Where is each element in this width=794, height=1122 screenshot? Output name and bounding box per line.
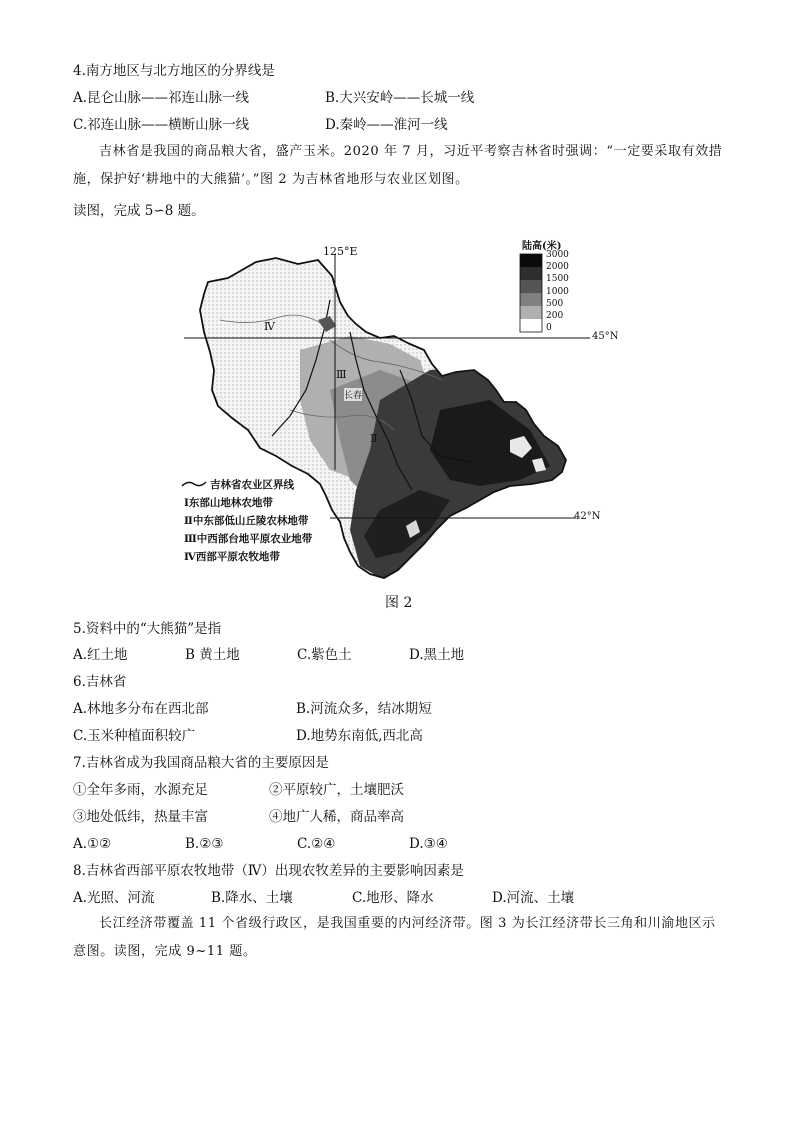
q5-stem: 5.资料中的“大熊猫”是指 (73, 621, 222, 637)
elevation-level: 500 (546, 298, 564, 309)
zone-legend (210, 476, 294, 494)
q5-option-d: D.黑土地 (409, 647, 465, 663)
elevation-legend-swatches (520, 254, 542, 332)
zone-label-iv: Ⅳ (264, 320, 275, 333)
q7-option-c: C.②④ (297, 836, 336, 852)
zone-label-iii: Ⅲ (336, 368, 347, 381)
passage-yangtze: 长江经济带覆盖 11 个省级行政区，是我国重要的内河经济带。图 3 为长江经济带长三角和川渝地区示意图。读图，完成 9~11 题。 (73, 916, 716, 959)
q4-option-a: A.昆仑山脉——祁连山脉一线 (73, 90, 250, 106)
q8-option-b: B.降水、土壤 (211, 890, 293, 906)
q8-option-a: A.光照、河流 (73, 890, 155, 906)
q4-stem: 4.南方地区与北方地区的分界线是 (73, 63, 275, 79)
q5-option-a: A.红土地 (73, 647, 128, 663)
elevation-legend-title: 陆高(米) (522, 241, 562, 252)
figure-caption: 图 2 (385, 595, 413, 611)
q8-option-d: D.河流、土壤 (492, 890, 575, 906)
zone-legend-item: 吉林省农业区界线 (210, 479, 294, 491)
q4-option-d: D.秦岭——淮河一线 (325, 117, 448, 133)
q5-option-c: C.紫色土 (297, 647, 352, 663)
zone-legend-item: Ⅲ中西部台地平原农业地带 (184, 533, 313, 545)
q7-statement-1: ①全年多雨，水源充足 (73, 782, 208, 798)
elevation-swatch (520, 306, 542, 319)
elevation-level: 0 (546, 323, 552, 334)
elevation-level: 3000 (546, 250, 569, 260)
latitude-label-45: 45°N (592, 331, 619, 342)
jilin-map-figure (180, 240, 619, 595)
q6-stem: 6.吉林省 (73, 674, 127, 690)
elevation-level: 2000 (546, 262, 569, 273)
elevation-level: 200 (546, 311, 564, 322)
q7-statement-3: ③地处低纬，热量丰富 (73, 809, 208, 825)
q7-option-d: D.③④ (409, 836, 448, 852)
q8-stem: 8.吉林省西部平原农牧地带（Ⅳ）出现农牧差异的主要影响因素是 (73, 863, 464, 879)
q7-option-b: B.②③ (185, 836, 224, 852)
latitude-label-42: 42°N (574, 511, 601, 522)
meridian-label: 125°E (323, 245, 358, 258)
q6-option-d: D.地势东南低,西北高 (296, 728, 423, 744)
elevation-swatch (520, 267, 542, 280)
zone-legend-item: Ⅰ东部山地林农地带 (184, 497, 273, 509)
q4-option-c: C.祁连山脉——横断山脉一线 (73, 117, 250, 133)
q6-option-b: B.河流众多，结冰期短 (296, 701, 432, 717)
q8-option-c: C.地形、降水 (352, 890, 434, 906)
elevation-level: 1500 (546, 274, 569, 285)
q7-statement-2: ②平原较广，土壤肥沃 (269, 782, 404, 798)
q6-option-c: C.玉米种植面积较广 (73, 728, 196, 744)
zone-legend-item: Ⅳ西部平原农牧地带 (184, 551, 280, 563)
elevation-swatch (520, 293, 542, 306)
q6-option-a: A.林地多分布在西北部 (73, 701, 209, 717)
q4-option-b: B.大兴安岭——长城一线 (325, 90, 475, 106)
zone-label-ii: Ⅱ (370, 432, 378, 445)
elevation-swatch (520, 319, 542, 332)
q5-option-b: B 黄土地 (185, 647, 240, 663)
passage-jilin-instruction: 读图，完成 5∽8 题。 (73, 203, 205, 219)
zone-legend-item: Ⅱ中东部低山丘陵农林地带 (184, 515, 309, 527)
q7-stem: 7.吉林省成为我国商品粮大省的主要原因是 (73, 755, 329, 771)
q7-statement-4: ④地广人稀，商品率高 (269, 809, 404, 825)
elevation-swatch (520, 254, 542, 267)
zone-legend-list (184, 494, 312, 566)
city-label-changchun: 长春 (344, 388, 362, 401)
elevation-legend-levels (546, 249, 569, 334)
q7-option-a: A.①② (73, 836, 112, 852)
elevation-swatch (520, 280, 542, 293)
elevation-level: 1000 (546, 286, 569, 297)
passage-jilin: 吉林省是我国的商品粮大省，盛产玉米。2020 年 7 月，习近平考察吉林省时强调：“一定要采取有效措施，保护好‘耕地中的大熊猫’。”图 2 为吉林省地形与农业区划图。 (73, 144, 723, 187)
